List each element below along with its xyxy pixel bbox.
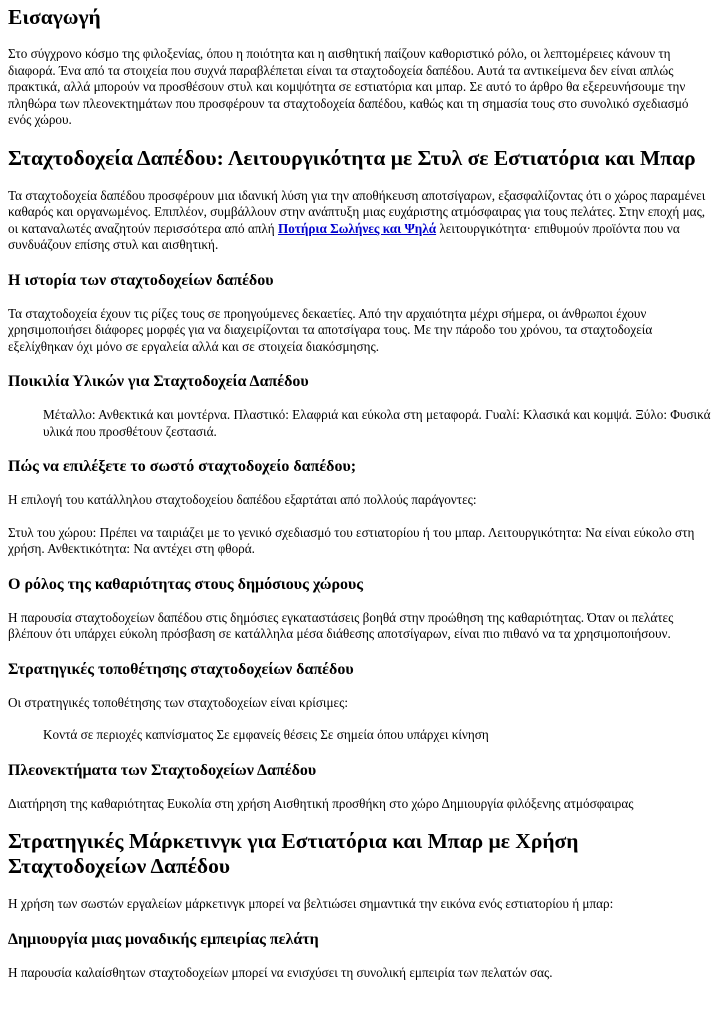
materials-heading: Ποικιλία Υλικών για Σταχτοδοχεία Δαπέδου: [8, 373, 309, 390]
advantages-heading: Πλεονεκτήματα των Σταχτοδοχείων Δαπέδου: [8, 761, 317, 779]
main-heading: Σταχτοδοχεία Δαπέδου: Λειτουργικότητα με Στυλ σε Εστιατόρια και Μπαρ: [8, 145, 696, 170]
intro-paragraph: Στο σύγχρονο κόσμο της φιλοξενίας, όπου η ποιότητα και η αισθητική παίζουν καθοριστικό ρόλο, οι λεπτομέρειες κάνουν τη διαφορά. Ένα από τα στοιχεία που συχνά παραβλέπεται είναι τα σταχτοδοχεία δαπέδου. Αυτά τα αντικείμενα δεν είναι απλώς πρακτικά, αλλά μπορούν να προσθέσουν στυλ και κομψότητα σε εστιατόρια και μπαρ. Σε αυτό το άρθρο θα εξερευνήσουμε την πληθώρα των πλεονεκτημάτων που προσφέρουν τα σταχτοδοχεία δαπέδου, καθώς και τη σημασία τους στο συνολικό σχεδιασμό ενός χώρου.: [8, 46, 689, 127]
article: [0, 5, 720, 981]
main-paragraph: [8, 188, 712, 254]
marketing-paragraph: Η χρήση των σωστών εργαλείων μάρκετινγκ μπορεί να βελτιώσει σημαντικά την εικόνα ενός εστιατορίου ή μπαρ:: [8, 896, 614, 911]
experience-paragraph: Η παρουσία καλαίσθητων σταχτοδοχείων μπορεί να ενισχύσει τη συνολική εμπειρία των πελατών σας.: [8, 964, 553, 980]
placement-heading: Στρατηγικές τοποθέτησης σταχτοδοχείων δαπέδου: [8, 660, 354, 678]
product-link[interactable]: Ποτήρια Σωλήνες και Ψηλά: [277, 220, 437, 236]
main-text-after: λειτουργικότητα· επιθυμούν προϊόντα που να συνδυάζουν επίσης στυλ και αισθητική.: [8, 220, 680, 252]
materials-quote: Μέταλλο: Ανθεκτικά και μοντέρνα. Πλαστικό: Ελαφριά και εύκολα στη μεταφορά. Γυαλί: Κλασικά και κομψά. Ξύλο: Φυσικά υλικά που προσθέτουν ζεστασιά.: [43, 407, 711, 439]
choose-paragraph-2: Στυλ του χώρου: Πρέπει να ταιριάζει με το γενικό σχεδιασμό του εστιατορίου ή του μπαρ. Λειτουργικότητα: Να είναι εύκολο στη χρήση. Ανθεκτικότητα: Να αντέχει στη φθορά.: [8, 524, 695, 556]
choose-paragraph-1: Η επιλογή του κατάλληλου σταχτοδοχείου δαπέδου εξαρτάται από πολλούς παράγοντες:: [8, 492, 477, 507]
history-heading: Η ιστορία των σταχτοδοχείων δαπέδου: [8, 271, 274, 289]
main-text-before: Τα σταχτοδοχεία δαπέδου προσφέρουν μια ιδανική λύση για την αποθήκευση αποτσίγαρων, εξασφαλίζοντας ότι ο χώρος παραμένει καθαρός και οργανωμένος. Επιπλέον, συμβάλλουν στην ανάπτυξη μιας ευχάριστης ατμόσφαιρας για τους πελάτες. Στην εποχή μας, οι καταναλωτές αναζητούν περισσότερα από απλή: [8, 187, 706, 236]
placement-quote: Κοντά σε περιοχές καπνίσματος Σε εμφανείς θέσεις Σε σημεία όπου υπάρχει κίνηση: [43, 727, 489, 742]
experience-heading: Δημιουργία μιας μοναδικής εμπειρίας πελάτη: [8, 930, 319, 948]
placement-paragraph: Οι στρατηγικές τοποθέτησης των σταχτοδοχείων είναι κρίσιμες:: [8, 694, 348, 710]
intro-heading: Εισαγωγή: [8, 5, 101, 29]
cleanliness-paragraph: Η παρουσία σταχτοδοχείων δαπέδου στις δημόσιες εγκαταστάσεις βοηθά στην προώθηση της καθαριότητας. Όταν οι πελάτες βλέπουν ότι υπάρχει εύκολη πρόσβαση σε κατάλληλα μέσα διάθεσης αποτσίγαρων, είναι πιο πιθανό να τα χρησιμοποιήσουν.: [8, 609, 674, 641]
marketing-heading: Στρατηγικές Μάρκετινγκ για Εστιατόρια και Μπαρ με Χρήση Σταχτοδοχείων Δαπέδου: [8, 829, 579, 878]
choose-heading: Πώς να επιλέξετε το σωστό σταχτοδοχείο δαπέδου;: [8, 458, 357, 475]
cleanliness-heading: Ο ρόλος της καθαριότητας στους δημόσιους χώρους: [8, 575, 364, 593]
advantages-paragraph: Διατήρηση της καθαριότητας Ευκολία στη χρήση Αισθητική προσθήκη στο χώρο Δημιουργία φιλόξενης ατμόσφαιρας: [8, 795, 634, 811]
history-paragraph: Τα σταχτοδοχεία έχουν τις ρίζες τους σε προηγούμενες δεκαετίες. Από την αρχαιότητα μέχρι σήμερα, οι άνθρωποι έχουν χρησιμοποιήσει διάφορες μορφές για να διαχειρίζονται τα αποτσίγαρα τους. Με την πάροδο του χρόνου, τα σταχτοδοχεία εξελίχθηκαν όχι μόνο σε εργαλεία αλλά και σε στοιχεία διακόσμησης.: [8, 305, 653, 354]
